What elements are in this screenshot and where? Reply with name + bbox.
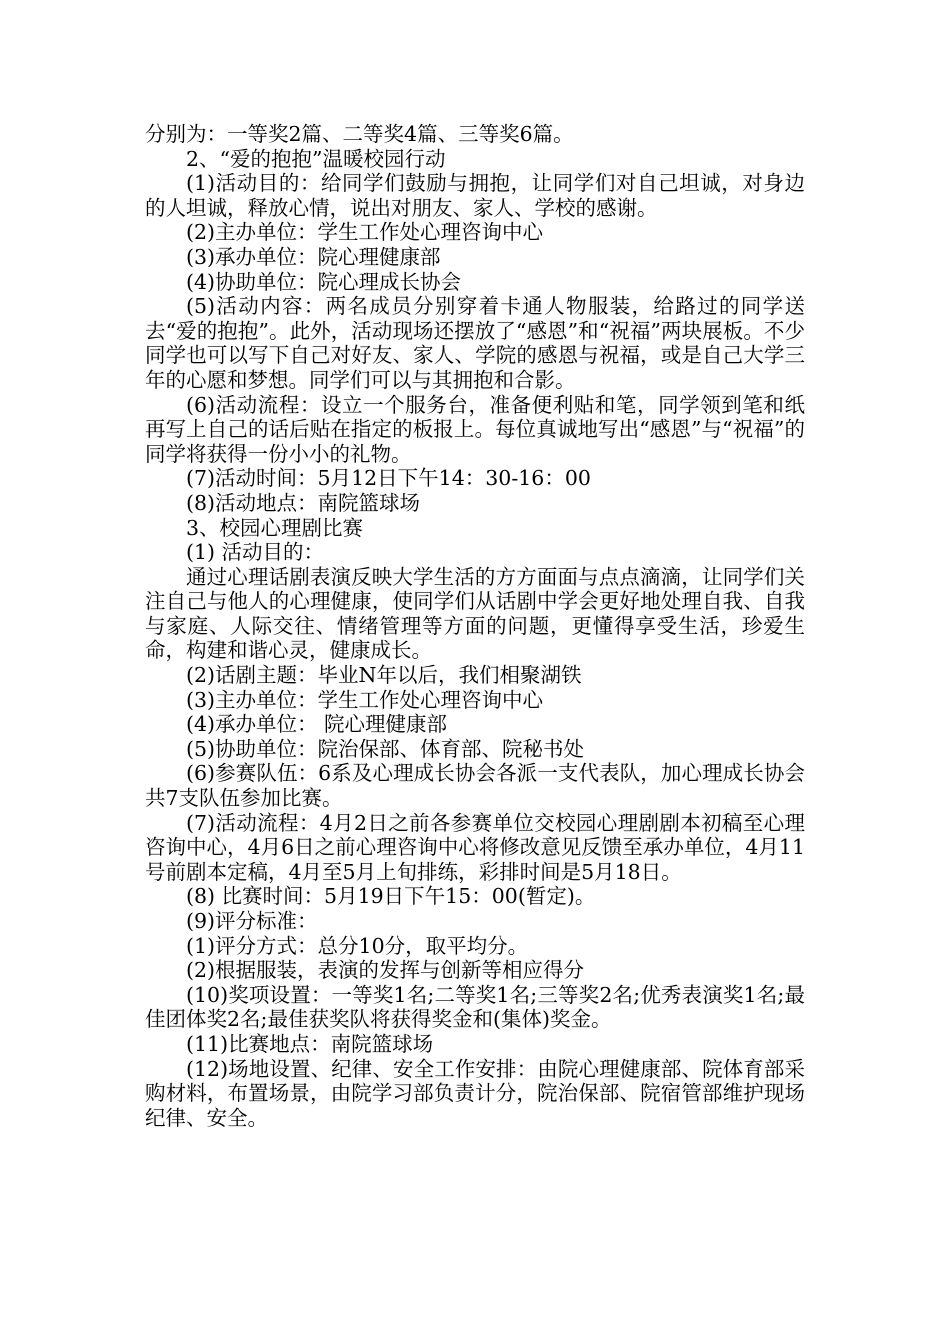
paragraph-hug-purpose: (1)活动目的：给同学们鼓励与拥抱，让同学们对自己坦诚，对身边的人坦诚，释放心情，说出对朋友、家人、学校的感谢。 <box>145 171 805 220</box>
paragraph-scoring-method: (1)评分方式：总分10分，取平均分。 <box>186 933 529 958</box>
paragraph-venue-arrangement: (12)场地设置、纪律、安全工作安排：由院心理健康部、院体育部采购材料，布置场景，由院学习部负责计分，院治保部、院宿管部维护现场纪律、安全。 <box>145 1056 805 1130</box>
paragraph-drama-host: (3)主办单位：学生工作处心理咨询中心 <box>186 687 544 712</box>
paragraph-drama-process: (7)活动流程：4月2日之前各参赛单位交校园心理剧剧本初稿至心理咨询中心，4月6日之前心理咨询中心将修改意见反馈至承办单位，4月11号前剧本定稿，4月至5月上旬排练，彩排时间是5月18日。 <box>145 810 805 884</box>
paragraph-scoring-criteria: (9)评分标准： <box>186 909 318 933</box>
paragraph-hug-process: (6)活动流程：设立一个服务台，准备便利贴和笔，同学领到笔和纸再写上自己的话后贴在指定的板报上。每位真诚地写出“感恩”与“祝福”的同学将获得一份小小的礼物。 <box>145 392 805 466</box>
paragraph-awards: (10)奖项设置：一等奖1名;二等奖1名;三等奖2名;优秀表演奖1名;最佳团体奖2名;最佳获奖队将获得奖金和(集体)奖金。 <box>145 982 805 1032</box>
paragraph-drama-assistant: (5)协助单位：院治保部、体育部、院秘书处 <box>186 736 585 761</box>
paragraph-hug-time: (7)活动时间：5月12日下午14：30-16：00 <box>186 466 591 491</box>
section-heading-hug-campaign: 2、“爱的抱抱”温暖校园行动 <box>186 146 446 171</box>
paragraph-drama-location: (11)比赛地点：南院篮球场 <box>186 1031 434 1056</box>
paragraph-drama-purpose-label: (1) 活动目的： <box>186 540 325 565</box>
section-heading-drama-contest: 3、校园心理剧比赛 <box>186 515 364 540</box>
paragraph-hug-assistant: (4)协助单位：院心理成长协会 <box>186 269 462 294</box>
paragraph-drama-organizer: (4)承办单位： 院心理健康部 <box>186 712 448 737</box>
paragraph-hug-content: (5)活动内容：两名成员分别穿着卡通人物服装，给路过的同学送去“爱的抱抱”。此外，活动现场还摆放了“感恩”和“祝福”两块展板。不少同学也可以写下自己对好友、家人、学院的感恩与祝福，或是自己大学三年的心愿和梦想。同学们可以与其拥抱和合影。 <box>145 294 805 392</box>
paragraph-hug-location: (8)活动地点：南院篮球场 <box>186 490 421 515</box>
paragraph-hug-host: (2)主办单位：学生工作处心理咨询中心 <box>186 220 544 245</box>
paragraph-drama-purpose: 通过心理话剧表演反映大学生活的方方面面与点点滴滴，让同学们关注自己与他人的心理健康，使同学们从话剧中学会更好地处理自我、自我与家庭、人际交往、情绪管理等方面的问题，更懂得享受生活，珍爱生命，构建和谐心灵，健康成长。 <box>145 564 805 663</box>
document-page <box>145 122 805 1130</box>
paragraph-drama-time: (8) 比赛时间：5月19日下午15：00(暂定)。 <box>186 884 596 909</box>
paragraph-award-counts: 分别为：一等奖2篇、二等奖4篇、三等奖6篇。 <box>145 122 574 146</box>
paragraph-drama-teams: (6)参赛队伍：6系及心理成长协会各派一支代表队，加心理成长协会共7支队伍参加比赛。 <box>145 761 805 811</box>
paragraph-scoring-basis: (2)根据服装，表演的发挥与创新等相应得分 <box>186 958 585 983</box>
paragraph-drama-theme: (2)话剧主题：毕业N年以后，我们相聚湖铁 <box>186 663 582 688</box>
paragraph-hug-organizer: (3)承办单位：院心理健康部 <box>186 244 441 269</box>
